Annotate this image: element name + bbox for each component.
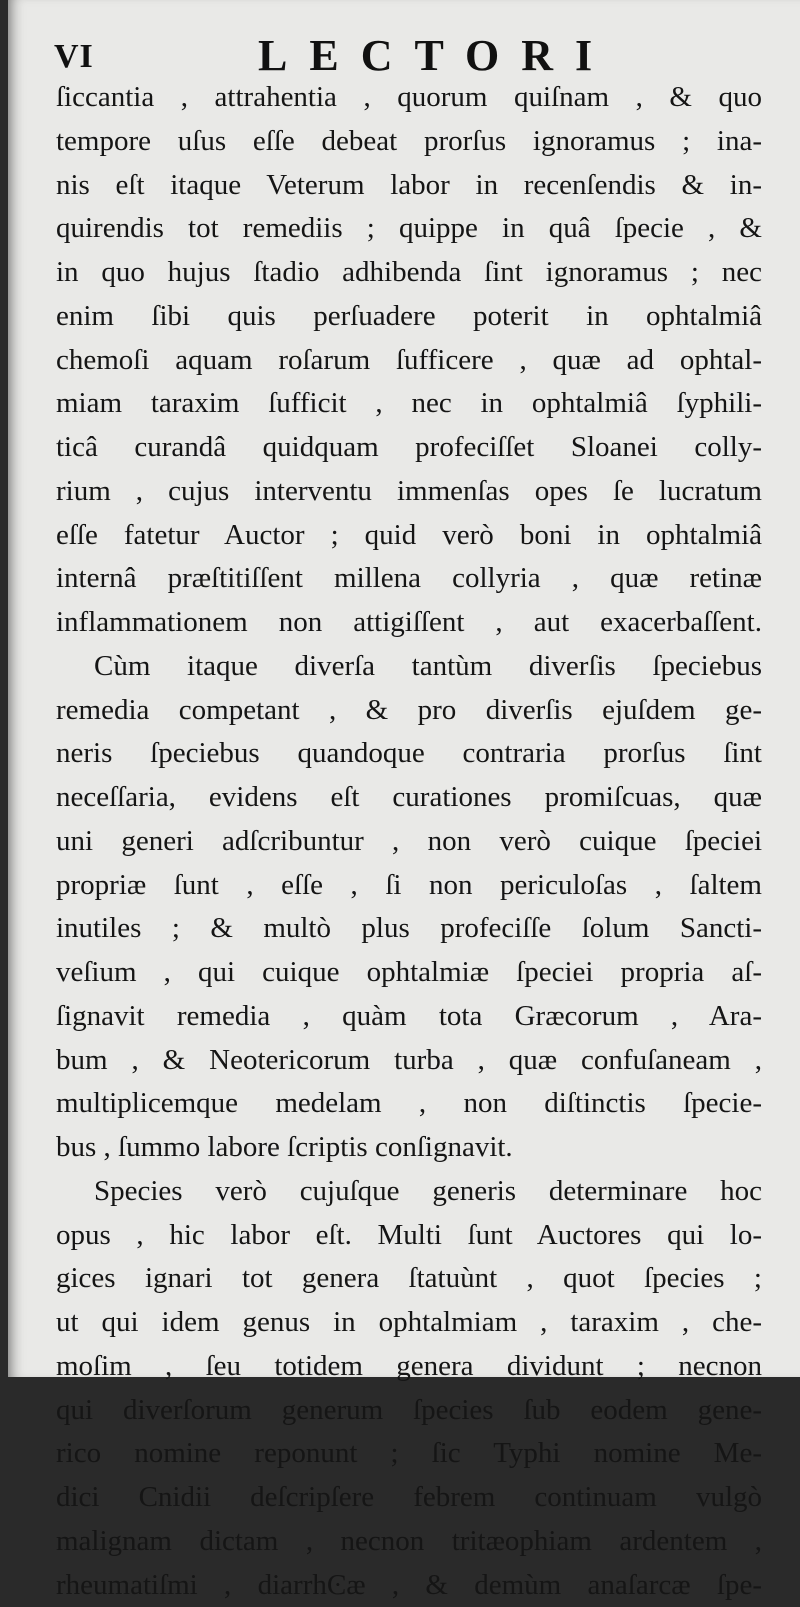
text-line: neris ſpeciebus quandoque contraria prorſus ſint bbox=[56, 732, 762, 776]
running-head: LECTORI bbox=[258, 30, 614, 81]
book-page bbox=[8, 0, 800, 1377]
text-line: propriæ ſunt , eſſe , ſi non periculoſas , ſaltem bbox=[56, 864, 762, 908]
text-line: ſiccantia , attrahentia , quorum quiſnam , & quo bbox=[56, 76, 762, 120]
text-line: malignam dictam , necnon tritæophiam ardentem , bbox=[56, 1520, 762, 1564]
text-line: miam taraxim ſufficit , nec in ophtalmiâ ſyphili- bbox=[56, 382, 762, 426]
text-line: remedia competant , & pro diverſis ejuſdem ge- bbox=[56, 689, 762, 733]
text-line: rheumatiſmi , diarrhϾæ , & demùm anaſarcæ ſpe- bbox=[56, 1564, 762, 1607]
paragraph-start-line: Species verò cujuſque generis determinare hoc bbox=[56, 1170, 762, 1214]
text-line: gices ignari tot genera ſtatuùnt , quot ſpecies ; bbox=[56, 1257, 762, 1301]
text-line: opus , hic labor eſt. Multi ſunt Auctores qui lo- bbox=[56, 1214, 762, 1258]
text-line: ticâ curandâ quidquam profeciſſet Sloanei colly- bbox=[56, 426, 762, 470]
text-line: neceſſaria, evidens eſt curationes promiſcuas, quæ bbox=[56, 776, 762, 820]
text-line: bus , ſummo labore ſcriptis conſignavit. bbox=[56, 1126, 762, 1170]
text-line: nis eſt itaque Veterum labor in recenſendis & in- bbox=[56, 164, 762, 208]
body-text bbox=[56, 76, 762, 1607]
text-line: ſignavit remedia , quàm tota Græcorum , Ara- bbox=[56, 995, 762, 1039]
text-line: quirendis tot remediis ; quippe in quâ ſpecie , & bbox=[56, 207, 762, 251]
text-line: uni generi adſcribuntur , non verò cuique ſpeciei bbox=[56, 820, 762, 864]
text-line: chemoſi aquam roſarum ſufficere , quæ ad ophtal- bbox=[56, 339, 762, 383]
text-line: tempore uſus eſſe debeat prorſus ignoramus ; ina- bbox=[56, 120, 762, 164]
text-line: multiplicemque medelam , non diſtinctis ſpecie- bbox=[56, 1082, 762, 1126]
page-number: VI bbox=[54, 38, 94, 76]
text-line: internâ præſtitiſſent millena collyria , quæ retinæ bbox=[56, 557, 762, 601]
text-line: eſſe fatetur Auctor ; quid verò boni in ophtalmiâ bbox=[56, 514, 762, 558]
text-line: qui diverſorum generum ſpecies ſub eodem gene- bbox=[56, 1389, 762, 1433]
text-line: veſium , qui cuique ophtalmiæ ſpeciei propria aſ- bbox=[56, 951, 762, 995]
text-line: ut qui idem genus in ophtalmiam , taraxim , che- bbox=[56, 1301, 762, 1345]
paragraph-start-line: Cùm itaque diverſa tantùm diverſis ſpeciebus bbox=[56, 645, 762, 689]
text-line: bum , & Neotericorum turba , quæ confuſaneam , bbox=[56, 1039, 762, 1083]
text-line: inutiles ; & multò plus profeciſſe ſolum Sancti- bbox=[56, 907, 762, 951]
text-line: rium , cujus interventu immenſas opes ſe lucratum bbox=[56, 470, 762, 514]
text-line: inflammationem non attigiſſent , aut exacerbaſſent. bbox=[56, 601, 762, 645]
text-line: enim ſibi quis perſuadere poterit in ophtalmiâ bbox=[56, 295, 762, 339]
text-line: moſim , ſeu totidem genera dividunt ; necnon bbox=[56, 1345, 762, 1389]
text-line: in quo hujus ſtadio adhibenda ſint ignoramus ; nec bbox=[56, 251, 762, 295]
text-line: rico nomine reponunt ; ſic Typhi nomine Me- bbox=[56, 1432, 762, 1476]
text-line: dici Cnidii deſcripſere febrem continuam vulgò bbox=[56, 1476, 762, 1520]
